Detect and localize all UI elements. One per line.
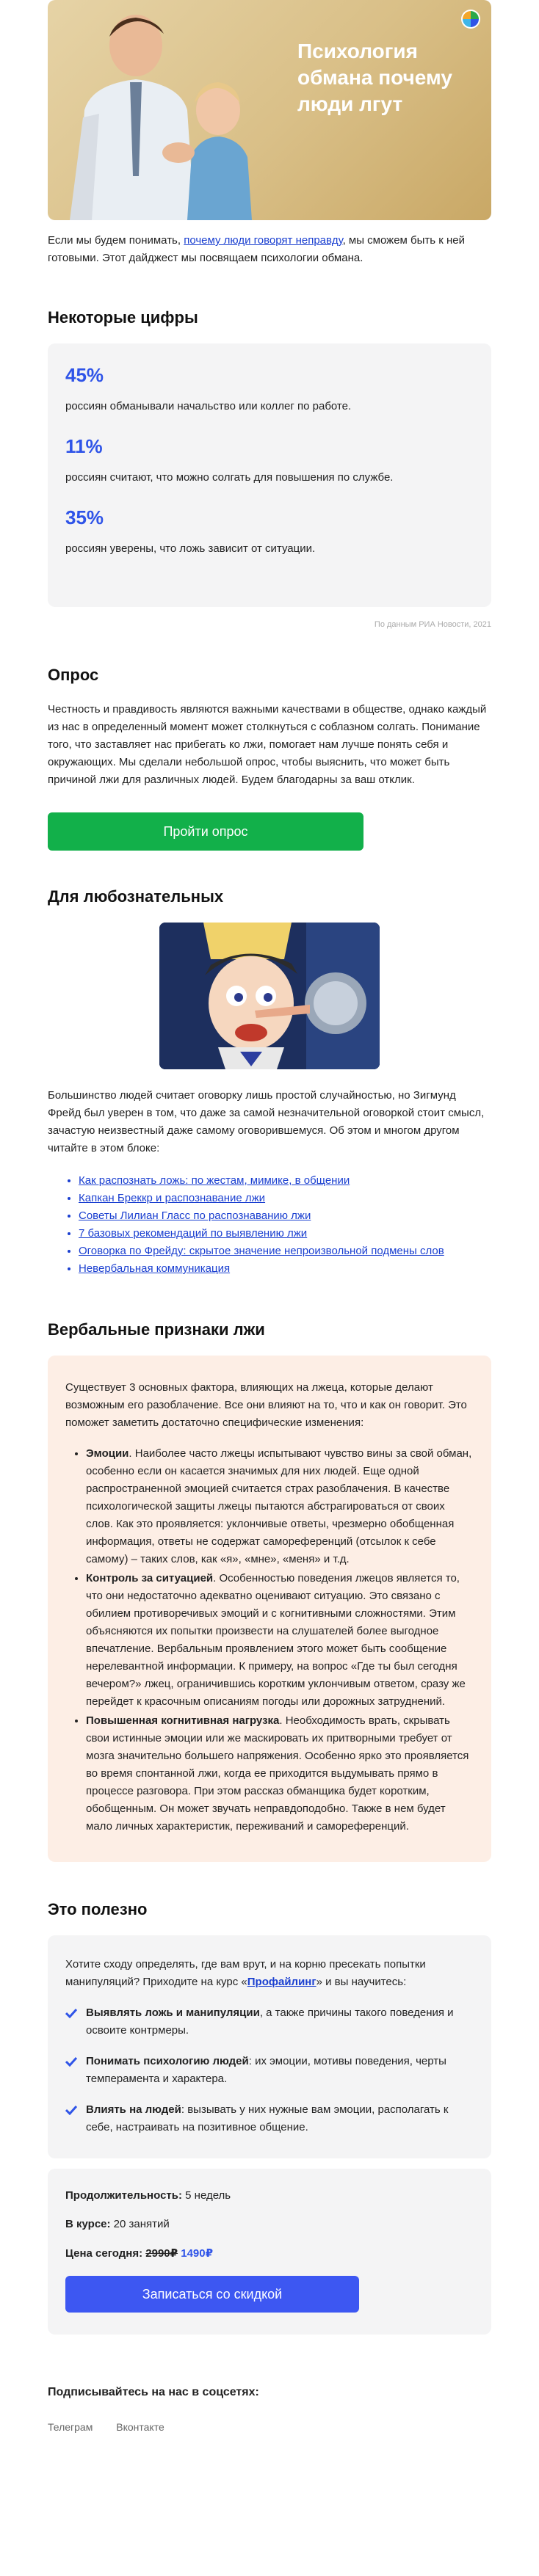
course-count [65,2218,474,2230]
duration-value: 5 недель [185,2189,231,2202]
stats-card [48,343,491,607]
item-title: Эмоции [86,1447,129,1460]
hero-banner [48,0,491,220]
old-price: 2990₽ [145,2247,178,2260]
item-title: Повышенная когнитивная нагрузка [86,1714,280,1727]
enroll-button[interactable]: Записаться со скидкой [65,2276,359,2313]
stat-text: россиян уверены, что ложь зависит от ситуации. [65,542,316,555]
item-text: . Необходимость врать, скрывать свои истинные эмоции или же маскировать их притворными требует от мозга значительно большего напряжения. Особенно ярко это проявляется во время спонтанной лжи, когда ее приходится выдумывать прямо в процессе разговора. При этом рассказ обманщика будет коротким, обобщенным. Он может звучать неправдоподобно. Также в нем будет мало личных характеристик, переживаний и самореференций. [86,1714,469,1833]
page [48,0,491,2433]
course-duration [65,2189,474,2202]
duration-label: Продолжительность: [65,2189,182,2202]
social-link-telegram[interactable]: Телеграм [48,2421,93,2433]
benefit-item [65,2101,474,2136]
stats-source: По данным РИА Новости, 2021 [374,620,491,629]
intro-after: , мы сможем быть к ней готовыми. Этот дайджест мы посвящаем психологии обмана. [48,234,465,264]
item-text: . Особенностью поведения лжецов является то, что они недостаточно адекватно оценивают ситуацию. Это связано с обилием противоречивых эмоций и с когнитивными сложностями. Этим объясняются их попытки произвести на слушателей более выгодное впечатление. Вербальным проявлением этого может быть сообщение нерелевантной информации. К примеру, на вопрос «Где ты был сегодня вечером?» лжец, ограничившись коротким уклончивым ответом, сразу же перейдет к красочным описаниям погоды или дорожных затруднений. [86,1572,466,1708]
course-card [48,2169,491,2335]
survey-text: Честность и правдивость являются важными качествами в обществе, однако каждый из нас в определенный момент может столкнуться с соблазном солгать. Понимание того, что заставляет нас прибегать ко лжи, помогает нам лучше понять себя и окружающих. Мы сделали небольшой опрос, чтобы выяснить, что может быть причиной лжи для различных людей. Будем благодарны за ваш отклик. [48,703,487,786]
benefit-text: , а также причины такого поведения и освоите контрмеры. [86,2006,454,2037]
checkmark-icon [65,2056,77,2067]
useful-intro-after: » и вы научитесь: [316,1976,407,1988]
benefit-text: : вызывать у них нужные вам эмоции, располагать к себе, настраивать на позитивное общение. [86,2103,449,2133]
hero-title: Психология обмана почему люди лгут [297,40,452,115]
intro-text [48,232,491,267]
verbal-heading: Вербальные признаки лжи [48,1320,265,1339]
curious-links [79,1172,491,1278]
stat-value: 11% [65,435,103,457]
price-label: Цена сегодня: [65,2247,143,2260]
verbal-list [86,1445,474,1835]
footer-title: Подписывайтесь на нас в соцсетях: [48,2386,259,2398]
social-links [48,2421,491,2433]
stat-value: 35% [65,506,104,528]
stat-value: 45% [65,364,104,386]
article-link[interactable]: Невербальная коммуникация [79,1262,231,1275]
stats-heading: Некоторые цифры [48,308,198,327]
stat-text: россиян считают, что можно солгать для повышения по службе. [65,471,394,484]
benefit-title: Выявлять ложь и манипуляции [86,2006,260,2019]
checkmark-icon [65,2105,77,2115]
logo-icon[interactable] [460,9,481,29]
article-link[interactable]: Как распознать ложь: по жестам, мимике, в общении [79,1174,350,1187]
curious-heading: Для любознательных [48,887,224,906]
benefit-text: : их эмоции, мотивы поведения, черты темперамента и характера. [86,2055,446,2085]
article-link[interactable]: Оговорка по Фрейду: скрытое значение непроизвольной подмены слов [79,1245,444,1257]
list-item [79,1207,491,1225]
useful-intro-before: Хотите сходу определять, где вам врут, и на корню пресекать попытки манипуляций? Приходите на курс « [65,1958,426,1988]
benefit-title: Влиять на людей [86,2103,181,2116]
checkmark-icon [65,2008,77,2018]
list-item [86,1445,474,1568]
survey-heading: Опрос [48,666,99,684]
list-item [79,1190,491,1207]
useful-card [48,1935,491,2158]
survey-button[interactable]: Пройти опрос [48,812,363,851]
course-link[interactable]: Профайлинг [247,1976,316,1988]
item-text: . Наиболее часто лжецы испытывают чувство вины за свой обман, особенно если он касается значимых для них людей. Еще одной распространенной эмоцией считается страх разоблачения. В качестве психологической защиты лжецы пытаются абстрагироваться от своих слов. Как это проявляется: уклончивые ответы, чрезмерно обобщенная информация, ответы не содержат самореференций (отсылок к себе самому) – таких слов, как «я», «мне», «меня» и т.д. [86,1447,472,1565]
useful-intro [65,1956,474,1991]
benefit-item [65,2004,474,2040]
social-link-vk[interactable]: Вконтакте [116,2421,164,2433]
list-item [86,1712,474,1835]
list-item [79,1172,491,1190]
pinocchio-image [159,923,380,1069]
intro-link[interactable]: почему люди говорят неправду [184,234,343,247]
stat-text: россиян обманывали начальство или коллег по работе. [65,400,352,412]
item-title: Контроль за ситуацией [86,1572,214,1584]
list-item [86,1570,474,1711]
useful-heading: Это полезно [48,1900,148,1918]
curious-text: Большинство людей считает оговорку лишь простой случайностью, но Зигмунд Фрейд был уверен в том, что даже за самой незначительной оговоркой стоит смысл, зачастую неизвестный даже самому оговорившемуся. Об этом и многом другом читайте в этом блоке: [48,1089,485,1154]
count-value: 20 занятий [113,2218,170,2230]
new-price: 1490₽ [181,2247,214,2260]
verbal-intro: Существует 3 основных фактора, влияющих на лжеца, которые делают возможным его разоблачение. Все они влияют на то, что и как он говорит. Это поможет заметить достаточно специфические изменения: [65,1381,467,1429]
article-link[interactable]: Советы Лилиан Гласс по распознаванию лжи [79,1209,311,1222]
benefit-title: Понимать психологию людей [86,2055,249,2067]
list-item [79,1225,491,1242]
verbal-card [48,1356,491,1862]
list-item [79,1242,491,1260]
list-item [79,1260,491,1278]
article-link[interactable]: 7 базовых рекомендаций по выявлению лжи [79,1227,308,1240]
course-price [65,2246,474,2260]
count-label: В курсе: [65,2218,111,2230]
hero-illustration [48,0,290,220]
article-link[interactable]: Капкан Бреккр и распознавание лжи [79,1192,266,1204]
intro-before: Если мы будем понимать, [48,234,184,247]
benefit-item [65,2053,474,2088]
